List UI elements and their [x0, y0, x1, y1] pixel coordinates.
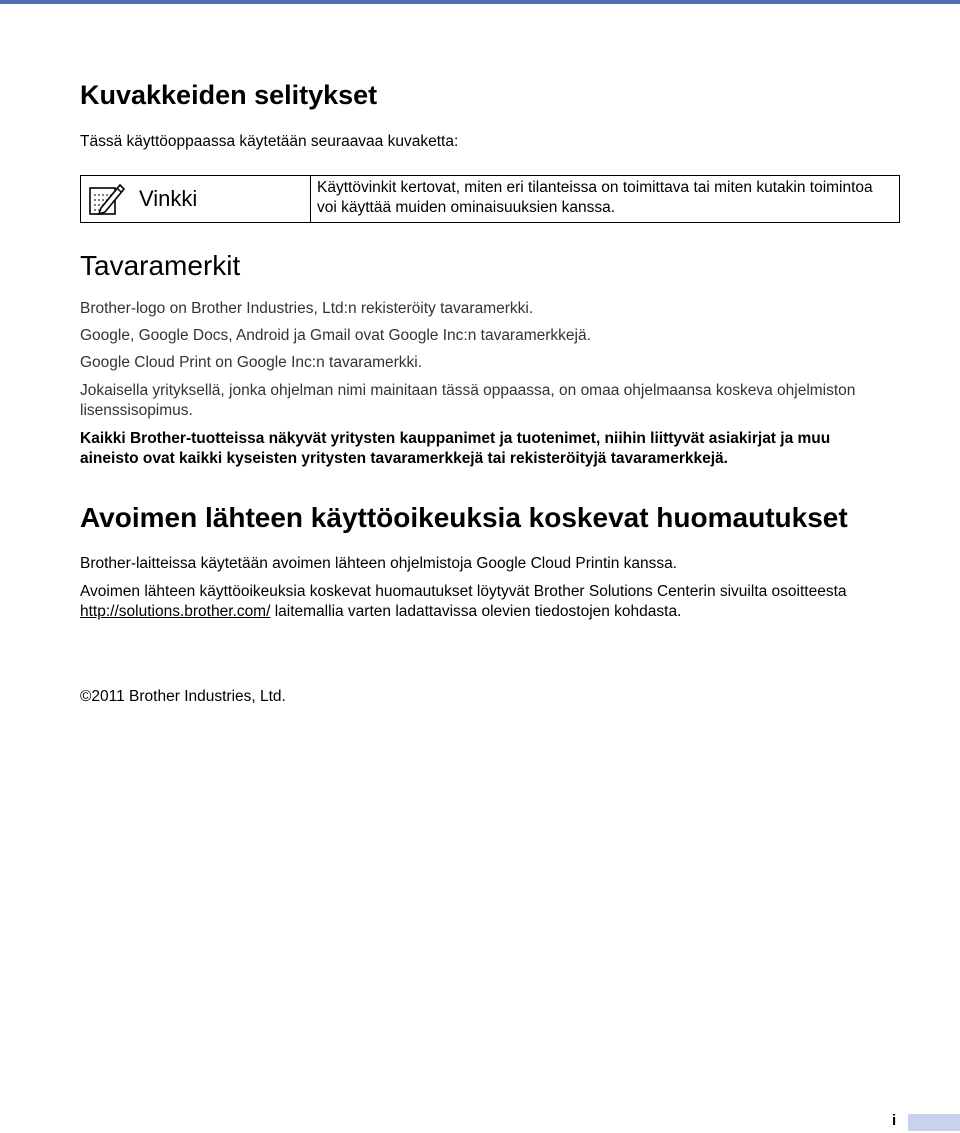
heading-open-source: Avoimen lähteen käyttöoikeuksia koskevat huomautukset: [80, 502, 848, 533]
pencil-note-icon: [87, 181, 127, 217]
copyright-text: ©2011 Brother Industries, Ltd.: [80, 688, 286, 705]
heading-trademarks: Tavaramerkit: [80, 250, 241, 281]
top-rule: [0, 0, 960, 4]
trademark-notice-bold: Kaikki Brother-tuotteissa näkyvät yritysten kauppanimet ja tuotenimet, niihin liittyvät asiakirjat ja muu aineisto ovat kaikki kyseisten yritysten tavaramerkkejä tai rekisteröityjä tavaramerkkejä.: [80, 430, 831, 467]
note-label: Vinkki: [139, 186, 198, 211]
open-source-text-1: Brother-laitteissa käytetään avoimen lähteen ohjelmistoja Google Cloud Printin kanssa.: [80, 555, 678, 572]
solutions-center-link[interactable]: http://solutions.brother.com/: [80, 603, 271, 620]
open-source-text-2: [80, 582, 880, 622]
page-tab: [908, 1114, 960, 1131]
license-agreement-text: Jokaisella yrityksellä, jonka ohjelman nimi mainitaan tässä oppaassa, on omaa ohjelmaansa koskeva ohjelmiston lisenssisopimus.: [80, 382, 856, 419]
heading-icon-explanations: Kuvakkeiden selitykset: [80, 80, 378, 110]
note-box: [80, 175, 900, 223]
trademark-brother-logo: Brother-logo on Brother Industries, Ltd:n rekisteröity tavaramerkki.: [80, 300, 534, 317]
page-number: i: [892, 1112, 897, 1129]
note-text: Käyttövinkit kertovat, miten eri tilanteissa on toimittava tai miten kutakin toimintoa voi käyttää muiden ominaisuuksien kanssa.: [317, 179, 873, 216]
trademark-google: Google, Google Docs, Android ja Gmail ovat Google Inc:n tavaramerkkejä.: [80, 327, 591, 344]
open-source-text-2-start: Avoimen lähteen käyttöoikeuksia koskevat huomautukset löytyvät Brother Solutions Centerin sivuilta osoitteesta: [80, 583, 847, 600]
intro-text: Tässä käyttöoppaassa käytetään seuraavaa kuvaketta:: [80, 133, 459, 150]
trademark-cloud-print: Google Cloud Print on Google Inc:n tavaramerkki.: [80, 354, 423, 371]
note-label-cell: [81, 176, 311, 222]
open-source-text-2-end: laitemallia varten ladattavissa olevien tiedostojen kohdasta.: [270, 603, 682, 620]
